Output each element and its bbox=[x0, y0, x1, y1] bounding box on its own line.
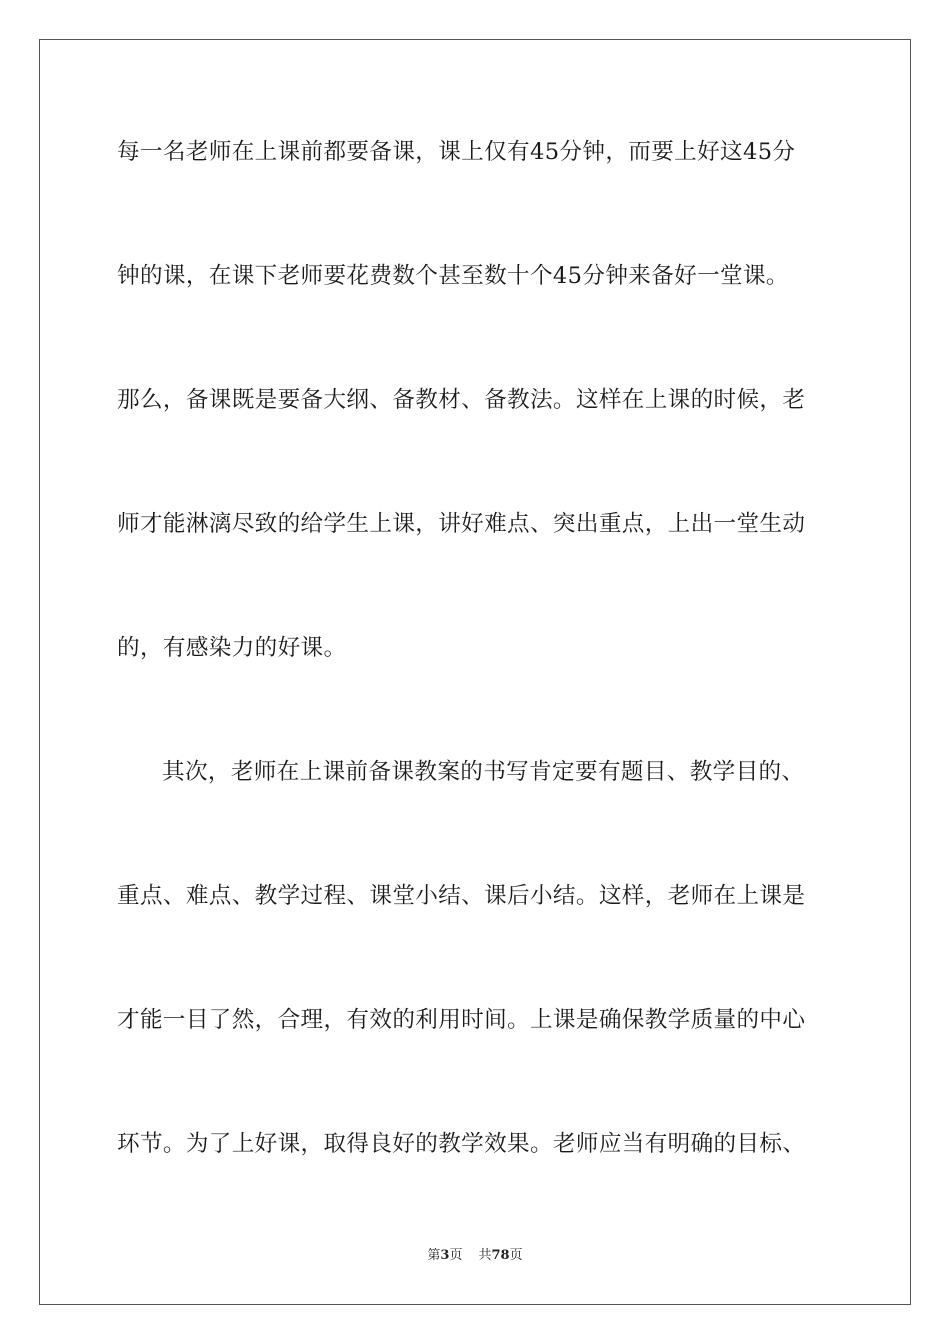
text-line-9: 环节。为了上好课，取得良好的教学效果。老师应当有明确的目标、 bbox=[117, 1131, 806, 1157]
total-prefix: 共 bbox=[478, 1248, 492, 1263]
total-pages: 78 bbox=[491, 1248, 510, 1263]
total-suffix: 页 bbox=[509, 1248, 523, 1263]
page-prefix: 第 bbox=[427, 1248, 441, 1263]
text-line-2: 钟的课，在课下老师要花费数个甚至数十个45分钟来备好一堂课。 bbox=[117, 263, 789, 289]
text-line-1: 每一名老师在上课前都要备课，课上仅有45分钟，而要上好这45分 bbox=[117, 139, 796, 165]
text-line-8: 才能一目了然，合理，有效的利用时间。上课是确保教学质量的中心 bbox=[117, 1007, 806, 1033]
page-footer bbox=[0, 1246, 950, 1266]
page-border bbox=[39, 39, 911, 1305]
page-suffix: 页 bbox=[449, 1248, 463, 1263]
text-line-5: 的，有感染力的好课。 bbox=[117, 635, 347, 661]
text-line-7: 重点、难点、教学过程、课堂小结、课后小结。这样，老师在上课是 bbox=[117, 883, 806, 909]
text-line-3: 那么，备课既是要备大纲、备教材、备教法。这样在上课的时候，老 bbox=[117, 387, 806, 413]
text-line-4: 师才能淋漓尽致的给学生上课，讲好难点、突出重点，上出一堂生动 bbox=[117, 511, 806, 537]
page-number: 3 bbox=[440, 1248, 450, 1263]
text-line-6-paragraph-start: 其次，老师在上课前备课教案的书写肯定要有题目、教学目的、 bbox=[162, 759, 805, 785]
